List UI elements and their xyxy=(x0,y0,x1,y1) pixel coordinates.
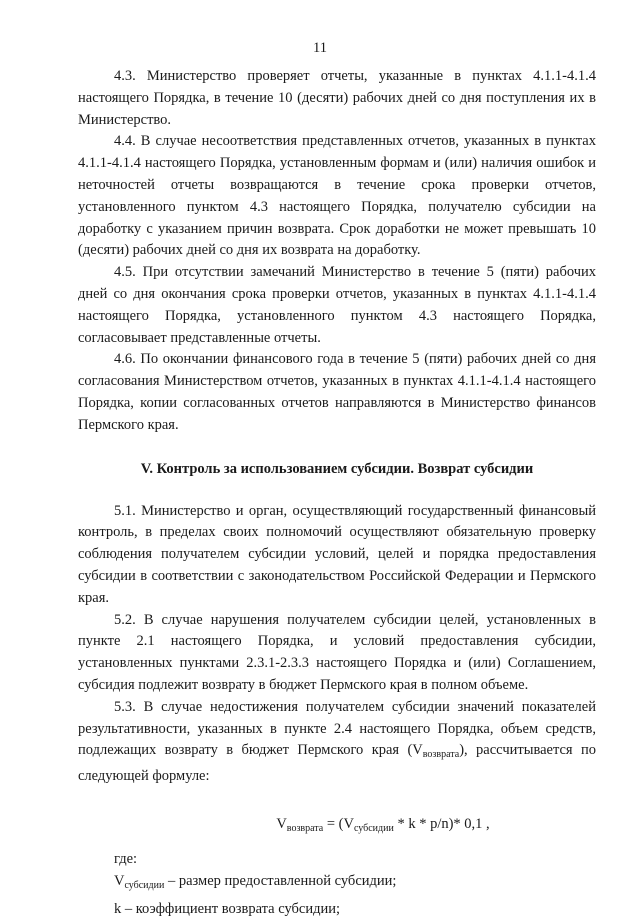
formula-mid: = (V xyxy=(323,815,354,832)
definition-coefficient xyxy=(114,898,596,920)
page-number: 11 xyxy=(313,40,327,56)
paragraph-4-3: 4.3. Министерство проверяет отчеты, указанные в пунктах 4.1.1-4.1.4 настоящего Порядка, в течение 10 (десяти) рабочих дней со дня поступления их в Министерство. xyxy=(78,68,596,128)
formula-v: V xyxy=(276,815,287,832)
paragraph-5-3-subscript: возврата xyxy=(422,749,460,761)
paragraph-5-3 xyxy=(78,697,596,788)
definition-subscript: субсидии xyxy=(124,880,165,892)
paragraph-4-4: 4.4. В случае несоответствия представленных отчетов, указанных в пунктах 4.1.1-4.1.4 настоящего Порядка, установленным формам и (или) наличия ошибок и неточностей отчеты возвращаются в течение срока проверки отчетов, установленного пунктом 4.3 настоящего Порядка, получателю субсидии на доработку с указанием причин возврата. Срок доработки не может превышать 10 (десяти) рабочих дней со дня их возврата на доработку. xyxy=(78,133,596,259)
paragraph-5-3-tail: ), рассчитывается по следующей формуле: xyxy=(78,742,596,785)
where-label: где: xyxy=(114,850,138,867)
return-formula xyxy=(170,816,596,834)
paragraph-4-5: 4.5. При отсутствии замечаний Министерство в течение 5 (пяти) рабочих дней со дня окончания срока проверки отчетов, указанных в пунктах 4.1.1-4.1.4 настоящего Порядка, установленного пунктом 4.3 настоящего Порядка, согласовывает представленные отчеты. xyxy=(78,264,596,346)
paragraph-5-2: 5.2. В случае нарушения получателем субсидии целей, установленных в пункте 2.1 настоящего Порядка, и условий предоставления субсидии, установленных пунктами 2.3.1-2.3.3 настоящего Порядка и (или) Соглашением, субсидия подлежит возврату в бюджет Пермского края в полном объеме. xyxy=(78,611,596,693)
definition-subsidy xyxy=(114,870,596,898)
formula-sub-subsidy: субсидии xyxy=(353,822,394,834)
paragraph-5-1: 5.1. Министерство и орган, осуществляющий государственный финансовый контроль, в пределах своих полномочий осуществляют обязательную проверку соблюдения получателем субсидии условий, целей и порядка предоставления субсидии в соответствии с законодательством Российской Федерации и Пермского края. xyxy=(78,502,596,606)
formula-sub-return: возврата xyxy=(286,822,324,834)
definition-symbol: k xyxy=(114,900,122,917)
definition-text: – коэффициент возврата субсидии; xyxy=(121,900,341,917)
paragraph-5-3-text: 5.3. В случае недостижения получателем субсидии значений показателей результативности, указанных в пункте 2.4 настоящего Порядка, объем средств, подлежащих возврату в бюджет Пермского края (V xyxy=(78,698,596,759)
definition-text: – размер предоставленной субсидии; xyxy=(164,873,397,890)
document-body xyxy=(78,66,596,920)
paragraph-4-6: 4.6. По окончании финансового года в течение 5 (пяти) рабочих дней со дня согласования Министерством отчетов, указанных в пунктах 4.1.1-4.1.4 настоящего Порядка, копии согласованных отчетов направляются в Министерство финансов Пермского края. xyxy=(78,351,596,433)
formula-rest: * k * p/n)* 0,1 , xyxy=(393,815,490,832)
definition-symbol: V xyxy=(114,873,125,890)
section-heading: V. Контроль за использованием субсидии. Возврат субсидии xyxy=(140,460,534,477)
